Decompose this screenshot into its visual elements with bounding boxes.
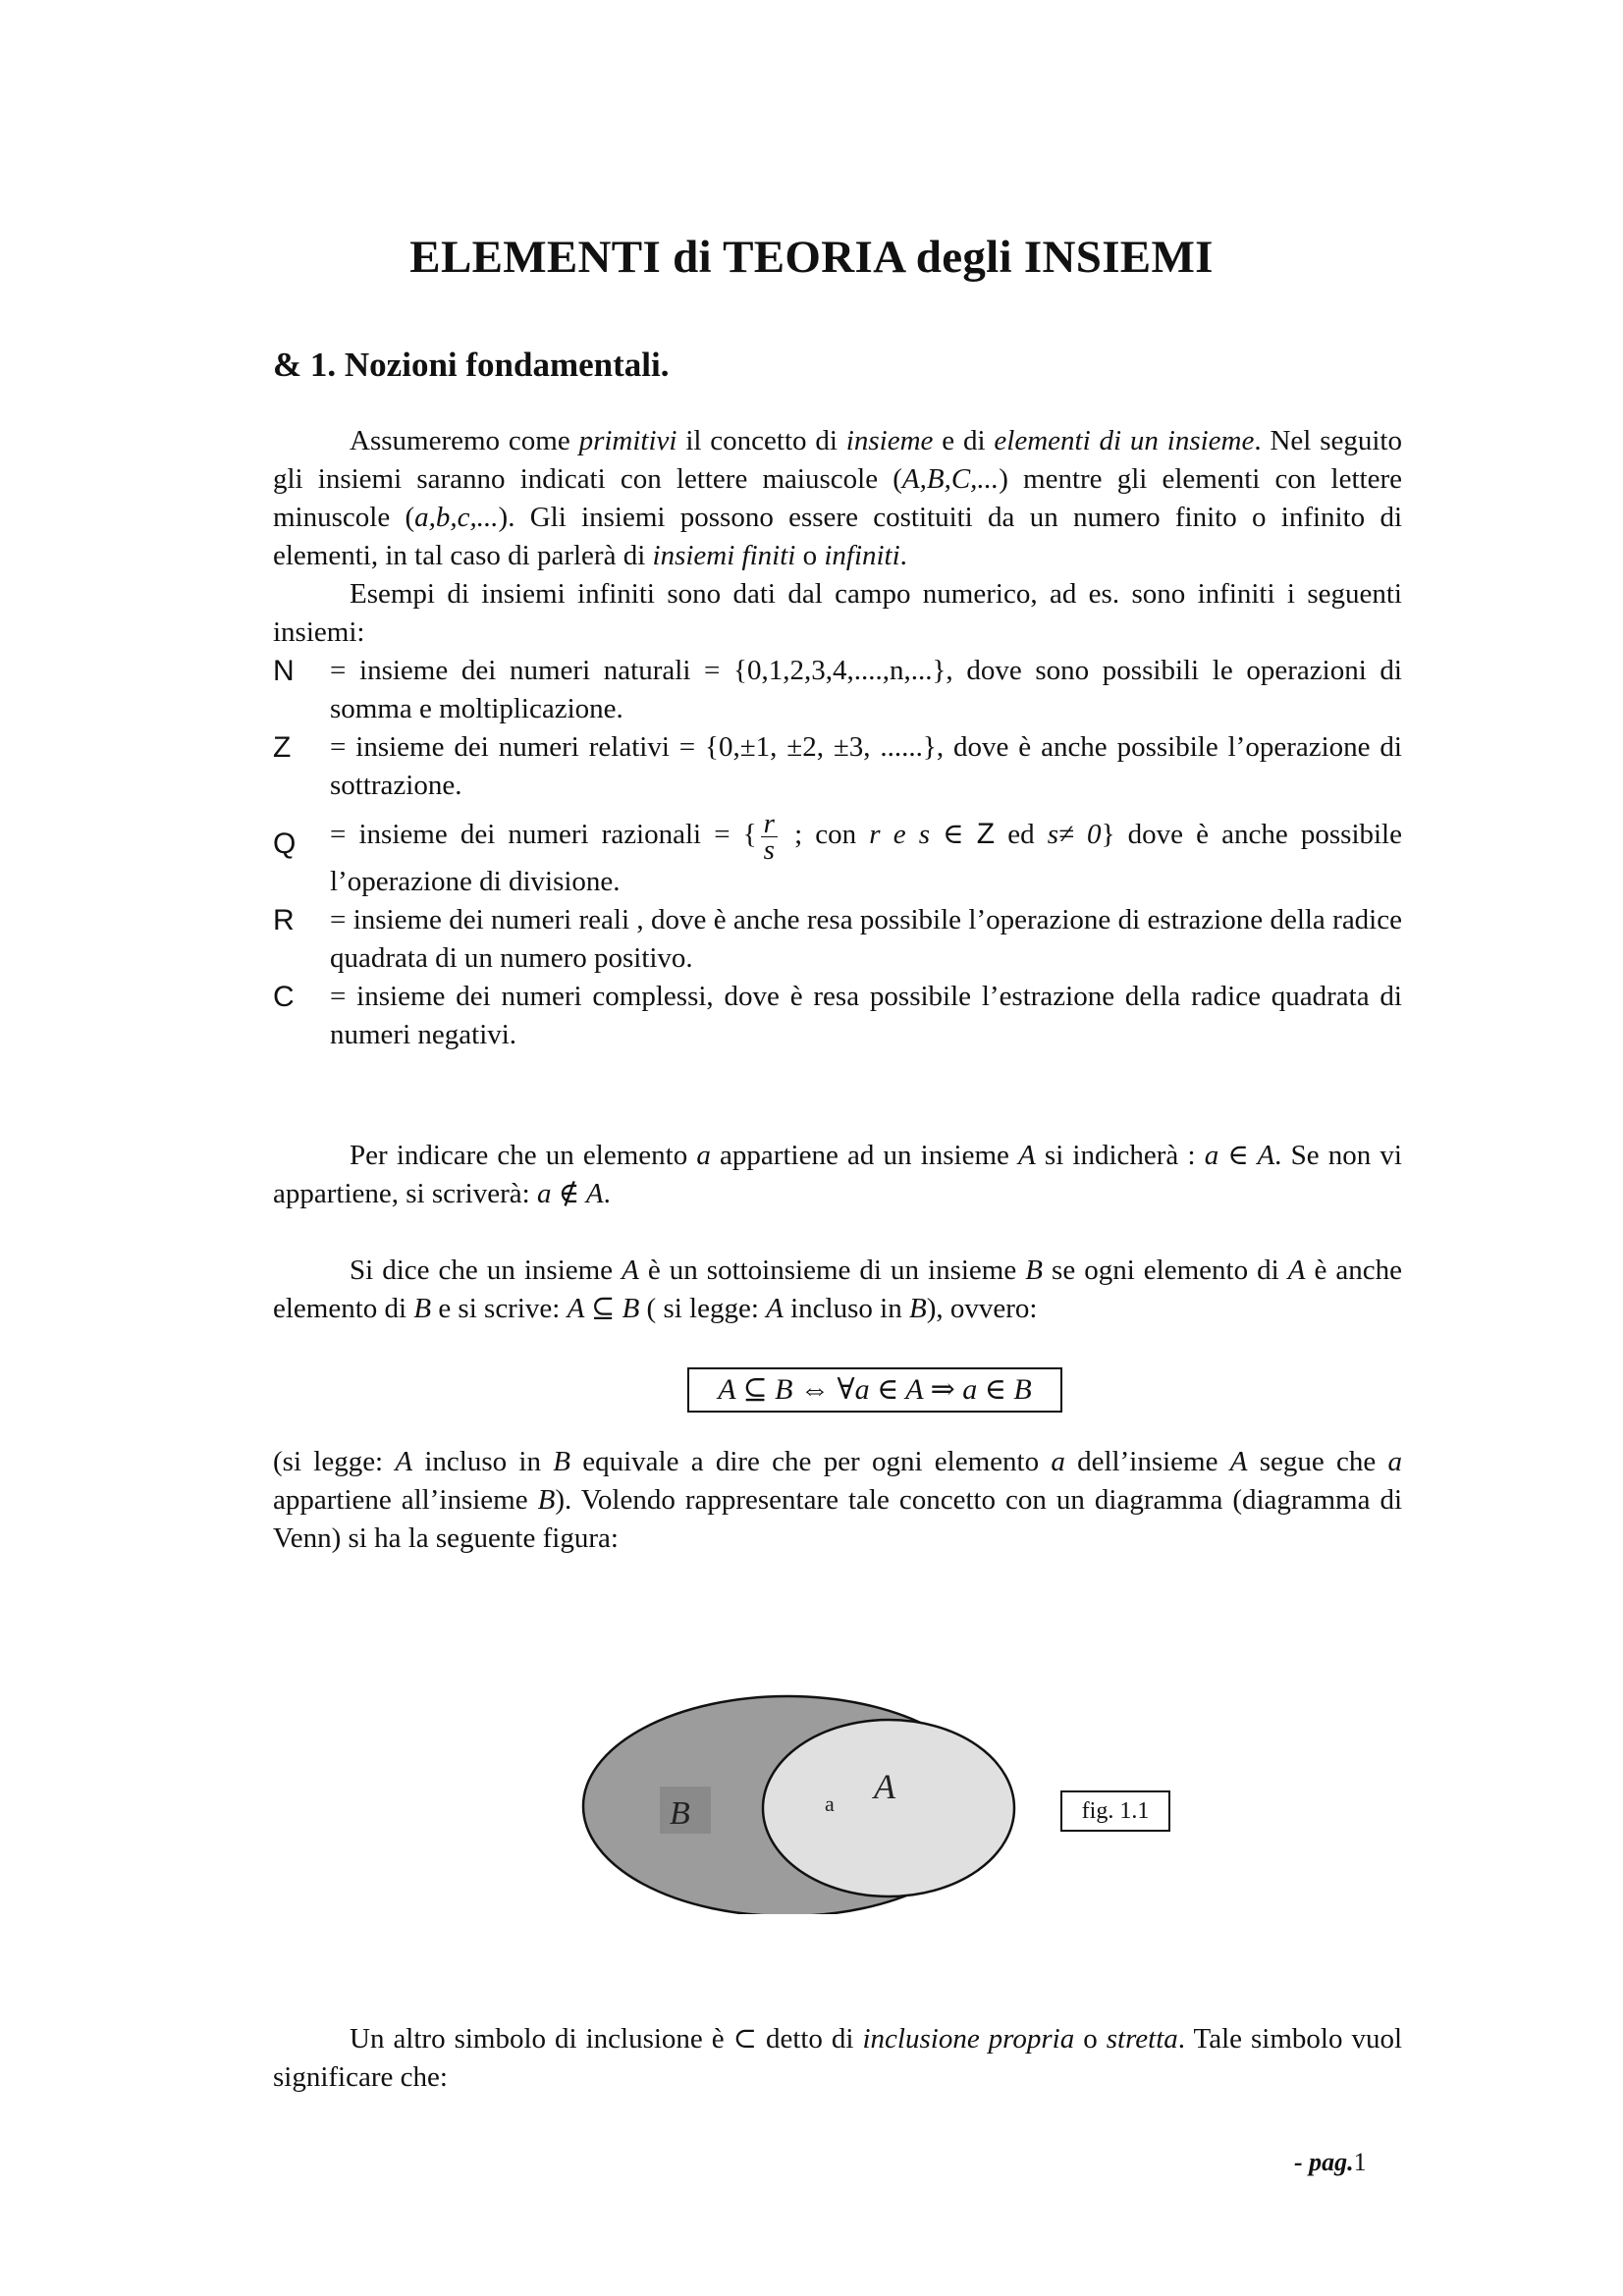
fraction-r-over-s: $\frac{r}{s}$ — [761, 811, 778, 863]
set-letter-R: R — [273, 904, 295, 936]
paragraph-subset-reading: (si legge: A incluso in B equivale a dire che per ogni elemento a dell’insieme A segue che a appartiene all’insieme B). Volendo rappresentare tale concetto con un diagramma (diagramma di Venn) si ha la seguente figura: — [273, 1446, 1403, 1554]
element-a-label: a — [825, 1791, 835, 1816]
set-definition-C: C = insieme dei numeri complessi, dove è resa possibile l’estrazione della radice quadrata di numeri negativi. — [273, 978, 1402, 1054]
set-definition-N: N = insieme dei numeri naturali = {0,1,2,3,4,....,n,...}, dove sono possibili le operazioni di somma e moltiplicazione. — [273, 652, 1402, 728]
set-definition-R: R = insieme dei numeri reali , dove è anche resa possibile l’operazione di estrazione della radice quadrata di un numero positivo. — [273, 901, 1402, 978]
paragraph-examples: Esempi di insiemi infiniti sono dati dal campo numerico, ad es. sono infiniti i seguenti insiemi: — [273, 578, 1402, 648]
set-definition-Q: Q = insieme dei numeri razionali = { $\frac{r}{s}$ ; con r e s ∈ Z ed s≠ 0} dove è anche possibile l’operazione di divisione. — [273, 808, 1402, 897]
subset-formula-box: A ⊆ B ⇔ ∀a ∈ A ⇒ a ∈ B — [687, 1367, 1062, 1413]
paragraph-subset: Si dice che un insieme A è un sottoinsieme di un insieme B se ogni elemento di A è anche elemento di B e si scrive: A ⊆ B ( si legge: A incluso in B), ovvero: — [273, 1255, 1402, 1324]
number-sets-list — [273, 652, 1402, 1054]
set-A-ellipse — [763, 1720, 1014, 1896]
page-title: ELEMENTI di TEORIA degli INSIEMI — [409, 232, 1214, 283]
venn-diagram — [579, 1679, 1051, 1914]
set-letter-Q: Q — [273, 828, 297, 860]
paragraph-primitives: Assumeremo come primitivi il concetto di insieme e di elementi di un insieme. Nel seguito gli insiemi saranno indicati con lettere maiuscole (A,B,C,...) mentre gli elementi con lettere minuscole (a,b,c,...). Gli insiemi possono essere costituiti da un numero finito o infinito di elementi, in tal caso di parlerà di insiemi finiti o infiniti. — [273, 425, 1403, 571]
set-definition-Z: Z = insieme dei numeri relativi = {0,±1, ±2, ±3, ......}, dove è anche possibile l’operazione di sottrazione. — [273, 728, 1402, 805]
page-number: - pag.1 — [1294, 2148, 1367, 2176]
figure-caption: fig. 1.1 — [1060, 1790, 1170, 1832]
paragraph-membership: Per indicare che un elemento a appartiene ad un insieme A si indicherà : a ∈ A. Se non vi appartiene, si scriverà: a ∉ A. — [273, 1140, 1402, 1209]
paragraph-proper-inclusion: Un altro simbolo di inclusione è ⊂ detto di inclusione propria o stretta. Tale simbolo vuol significare che: — [273, 2023, 1402, 2093]
set-letter-N: N — [273, 655, 295, 687]
set-letter-Z: Z — [273, 731, 292, 764]
set-A-label: A — [874, 1767, 895, 1806]
set-B-label: B — [670, 1795, 690, 1832]
section-heading: & 1. Nozioni fondamentali. — [273, 346, 670, 384]
set-letter-C: C — [273, 981, 295, 1013]
